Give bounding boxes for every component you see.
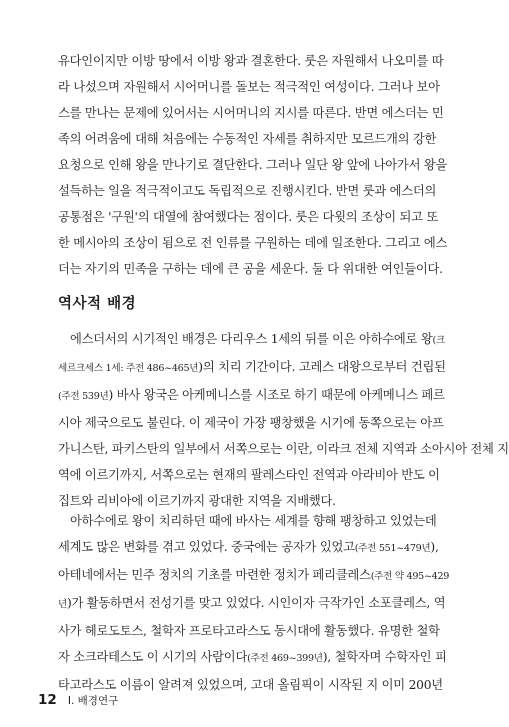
text-line: 타고라스도 이름이 알려져 있었으며, 고대 올림픽이 시작된 지 이미 200년 xyxy=(58,678,443,692)
annotation-run: (주전 약 495~429 xyxy=(370,571,450,582)
text-line: 라 나섰으며 자원해서 시어머니를 돌보는 적극적인 여성이다. 그러나 보아 xyxy=(58,80,440,94)
text-line: 집트와 리비아에 이르기까지 광대한 지역을 지배했다. xyxy=(58,494,336,508)
paragraph-world-context xyxy=(58,508,450,698)
text-line: 한 메시아의 조상이 됨으로 전 인류를 구원하는 데에 일조한다. 그리고 에스 xyxy=(58,236,448,250)
text-line: 더는 자기의 민족을 구하는 데에 큰 공을 세운다. 둘 다 위대한 여인들이다. xyxy=(58,262,443,276)
paragraph-ruth-esther-comparison xyxy=(58,48,448,282)
text-run: 아테네에서는 민주 정치의 기초를 마련한 정치가 페리클레스 xyxy=(58,568,371,582)
text-line xyxy=(58,534,439,562)
text-line xyxy=(58,644,447,672)
text-line: 유다인이지만 이방 땅에서 이방 왕과 결혼한다. 룻은 자원해서 나오미를 따 xyxy=(58,54,444,68)
annotation-run: (크 xyxy=(432,335,445,346)
text-run: ), xyxy=(430,540,439,554)
text-run: 자 소크라테스도 이 시기의 사람이다 xyxy=(58,650,248,664)
text-line: 아하수에로 왕이 치리하던 때에 바사는 세계를 향해 팽창하고 있었는데 xyxy=(70,514,437,528)
page-number: 12 xyxy=(38,692,57,708)
text-run: 에스더서의 시기적인 배경은 다리우스 1세의 뒤를 이은 아하수에로 왕 xyxy=(70,332,433,346)
text-line: 설득하는 일을 적극적이고도 독립적으로 진행시킨다. 반면 룻과 에스더의 xyxy=(58,184,437,198)
annotation-run: (주전 551~479년 xyxy=(354,543,431,554)
text-run: ), 철학자며 수학자인 피 xyxy=(322,650,447,664)
text-line: 가니스탄, 파키스탄의 일부에서 서쪽으로는 이란, 이라크 전체 지역과 소아시아 전체 지 xyxy=(58,442,509,456)
text-line: 사가 헤로도토스, 철학자 프로타고라스도 동시대에 활동했다. 유명한 철학 xyxy=(58,624,440,638)
text-line xyxy=(58,562,450,590)
text-line xyxy=(58,590,446,618)
text-run: )가 활동하면서 전성기를 맞고 있었다. 시인이자 극작가인 소포클레스, 역 xyxy=(66,596,446,610)
text-run: )의 치리 기간이다. 고레스 대왕으로부터 건립된 xyxy=(198,360,446,374)
text-line: 공통점은 '구원'의 대열에 참여했다는 점이다. 룻은 다윗의 조상이 되고 또 xyxy=(58,210,439,224)
text-line xyxy=(58,326,445,354)
text-run: 세계도 많은 변화를 겪고 있었다. 중국에는 공자가 있었고 xyxy=(58,540,355,554)
text-line: 스를 만나는 문제에 있어서는 시어머니의 지시를 따른다. 반면 에스더는 민 xyxy=(58,106,444,120)
annotation-run: (주전 539년 xyxy=(58,391,109,402)
annotation-run: (주전 469~399년 xyxy=(247,653,323,664)
running-section-title: I. 배경연구 xyxy=(67,695,119,707)
annotation-run: 년 xyxy=(58,599,67,610)
text-run: ) 바사 왕국은 아케메니스를 시조로 하기 때문에 아케메니스 페르 xyxy=(108,388,445,402)
paragraph-historical-background xyxy=(58,326,509,514)
text-line: 시아 제국으로도 불린다. 이 제국이 가장 팽창했을 시기에 동쪽으로는 아프 xyxy=(58,416,444,430)
section-heading: 역사적 배경 xyxy=(58,296,137,312)
annotation-run: 세르크세스 1세: 주전 486~465년 xyxy=(58,363,199,374)
text-line: 역에 이르기까지, 서쪽으로는 현재의 팔레스타인 전역과 아라비아 반도 이 xyxy=(58,468,440,482)
page-footer xyxy=(38,689,118,708)
text-line xyxy=(58,382,445,410)
text-line: 족의 어려움에 대해 처음에는 수동적인 자세를 취하지만 모르드개의 강한 xyxy=(58,132,437,146)
text-line xyxy=(58,354,446,382)
text-line: 요청으로 인해 왕을 만나기로 결단한다. 그러나 일단 왕 앞에 나아가서 왕을 xyxy=(58,158,448,172)
